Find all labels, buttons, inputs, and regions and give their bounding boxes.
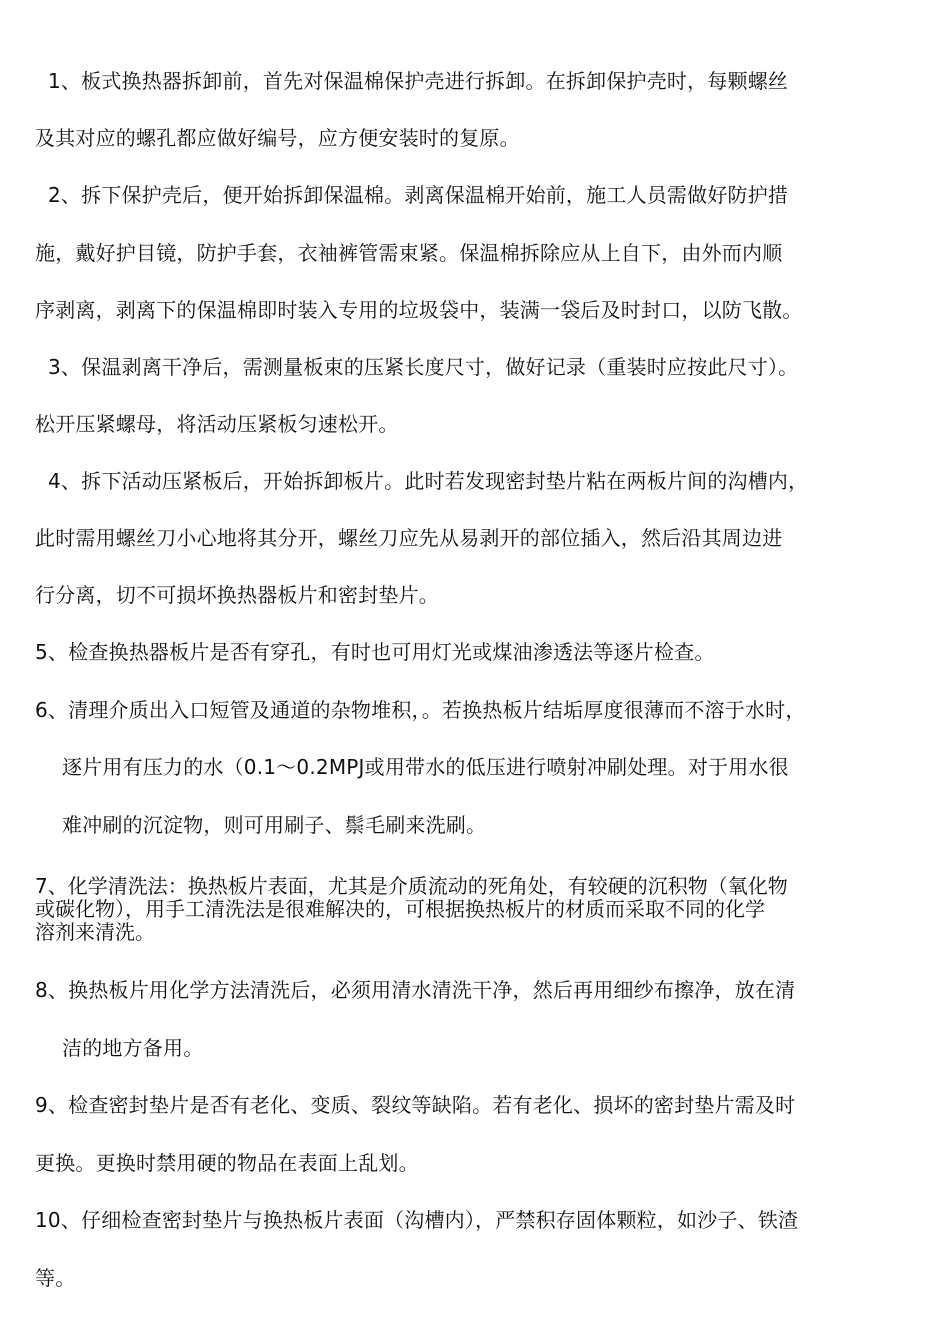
paragraph-10-line-1: 10、仔细检查密封垫片与换热板片表面（沟槽内），严禁积存固体颗粒，如沙子、铁渣 (35, 1208, 799, 1232)
paragraph-3-line-2: 松开压紧螺母，将活动压紧板匀速松开。 (35, 412, 399, 436)
paragraph-7 (35, 875, 895, 944)
paragraph-10-line-2: 等。 (35, 1266, 76, 1290)
paragraph-3-line-1: 3、保温剥离干净后，需测量板束的压紧长度尺寸，做好记录（重装时应按此尺寸）。 (48, 355, 799, 379)
paragraph-9-line-1: 9、检查密封垫片是否有老化、变质、裂纹等缺陷。若有老化、损坏的密封垫片需及时 (35, 1093, 796, 1117)
paragraph-5-line-1: 5、检查换热器板片是否有穿孔，有时也可用灯光或煤油渗透法等逐片检查。 (35, 640, 715, 664)
paragraph-7-line-3: 溶剂来清洗。 (35, 920, 155, 944)
paragraph-8-line-2: 洁的地方备用。 (62, 1036, 204, 1060)
paragraph-2-line-3: 序剥离，剥离下的保温棉即时装入专用的垃圾袋中，装满一袋后及时封口，以防飞散。 (35, 298, 803, 322)
paragraph-7-line-2: 或碳化物），用手工清洗法是很难解决的，可根据换热板片的材质而采取不同的化学 (35, 897, 765, 921)
paragraph-6-line-3: 难冲刷的沉淀物，则可用刷子、鬃毛刷来洗刷。 (62, 813, 487, 837)
paragraph-7-line-1: 7、化学清洗法：换热板片表面，尤其是介质流动的死角处，有较硬的沉积物（氧化物 (35, 874, 788, 898)
paragraph-2-line-2: 施，戴好护目镜，防护手套，衣袖裤管需束紧。保温棉拆除应从上自下，由外而内顺 (35, 241, 783, 265)
paragraph-4-line-3: 行分离，切不可损坏换热器板片和密封垫片。 (35, 583, 439, 607)
paragraph-4-line-2: 此时需用螺丝刀小心地将其分开，螺丝刀应先从易剥开的部位插入，然后沿其周边进 (35, 526, 783, 550)
paragraph-9-line-2: 更换。更换时禁用硬的物品在表面上乱划。 (35, 1151, 419, 1175)
paragraph-4-line-1: 4、拆下活动压紧板后，开始拆卸板片。此时若发现密封垫片粘在两板片间的沟槽内， (48, 469, 809, 493)
paragraph-1-line-2: 及其对应的螺孔都应做好编号，应方便安装时的复原。 (35, 126, 520, 150)
paragraph-8-line-1: 8、换热板片用化学方法清洗后，必须用清水清洗干净，然后再用细纱布擦净，放在清 (35, 978, 796, 1002)
paragraph-2-line-1: 2、拆下保护壳后，便开始拆卸保温棉。剥离保温棉开始前，施工人员需做好防护措 (48, 183, 789, 207)
paragraph-1-line-1: 1、板式换热器拆卸前，首先对保温棉保护壳进行拆卸。在拆卸保护壳时，每颗螺丝 (48, 69, 789, 93)
paragraph-6-line-1: 6、清理介质出入口短管及通道的杂物堆积，。若换热板片结垢厚度很薄而不溶于水时， (35, 698, 806, 722)
paragraph-6-line-2: 逐片用有压力的水（0.1〜0.2MPJ或用带水的低压进行喷射冲刷处理。对于用水很 (62, 755, 789, 779)
